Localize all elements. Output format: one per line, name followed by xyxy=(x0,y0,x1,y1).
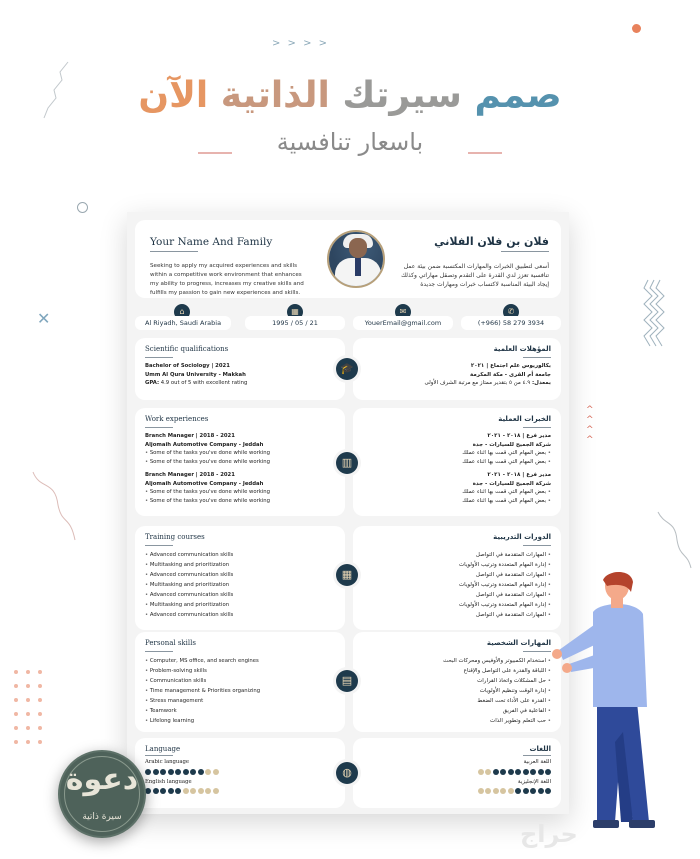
contact-phone: (+966) 58 279 3934 xyxy=(461,316,561,330)
qualifications-card-ar xyxy=(353,338,561,400)
course-item: • المهارات المتقدمة في التواصل xyxy=(459,590,551,600)
subheadline-dash-right xyxy=(468,152,502,154)
name-en: Your Name And Family xyxy=(150,236,273,248)
title-underline xyxy=(145,545,173,546)
dot-grid-decoration xyxy=(12,668,52,754)
contact-location: Al Riyadh, Saudi Arabia xyxy=(135,316,231,330)
gpa-label-ar: بمعدل: xyxy=(531,380,551,386)
job-task: • Some of the tasks you've done while working xyxy=(145,458,270,467)
skill-item: • إدارة الوقت وتنظيم الأولويات xyxy=(443,686,551,696)
languages-title-en: Language xyxy=(145,745,181,753)
summary-ar: أسعى لتطبيق الخبرات والمهارات المكتسبة ضمن بيئة عمل تنافسية تعزز لدي القدرة على التقدم وتصقل مهاراتي وكذلك إيجاد البيئة المناسبة لاكتساب خبرات ومهارات جديدة xyxy=(401,263,549,288)
arabic-level-dots xyxy=(478,769,552,775)
university-en: Umm Al Qura University - Makkah xyxy=(145,371,246,378)
qualifications-body-ar xyxy=(425,362,552,388)
name-ar-underline xyxy=(501,251,549,252)
contact-email[interactable] xyxy=(353,316,453,330)
globe-icon: ◍ xyxy=(336,762,358,784)
arabic-level-dots xyxy=(145,769,219,775)
skills-card-en xyxy=(135,632,345,732)
title-underline xyxy=(523,545,551,546)
skills-title-en: Personal skills xyxy=(145,639,196,647)
languages-card-ar xyxy=(353,738,561,808)
course-item: • Multitasking and prioritization xyxy=(145,580,233,590)
title-underline xyxy=(145,755,173,756)
chevrons-up-decoration: ^ ^ ^ ^ xyxy=(586,405,594,445)
course-item: • إدارة المهام المتعددة وترتيب الأولويات xyxy=(459,600,551,610)
headline-word-2: سيرتك xyxy=(342,75,462,116)
course-item: • Advanced communication skills xyxy=(145,570,233,580)
logo-mark: دعوة xyxy=(65,762,139,797)
cv-header-card xyxy=(135,220,561,298)
job-task: • بعض المهام التي قمت بها اثناء عملك xyxy=(462,488,551,497)
summary-en: Seeking to apply my acquired experiences and skills within a competitive work environment that enhances my ability to progress, increases my creative skills and fulfills my passion to gain new experiences and skills. xyxy=(150,263,304,296)
gpa-en xyxy=(145,379,247,388)
gpa-ar xyxy=(425,379,552,388)
skills-card-ar xyxy=(353,632,561,732)
job-role: Branch Manager | 2018 - 2021 xyxy=(145,472,235,478)
experience-card-en xyxy=(135,408,345,516)
orange-dot-decoration xyxy=(632,24,641,33)
contact-birthdate: 1995 / 05 / 21 xyxy=(245,316,345,330)
skill-item: • Computer, MS office, and search engines xyxy=(145,656,260,666)
wave-decoration-left xyxy=(30,470,80,550)
language-name: Arabic language xyxy=(145,759,189,765)
brand-logo xyxy=(58,750,146,838)
experience-body-en xyxy=(145,432,270,505)
name-ar: فلان بن فلان الفلاني xyxy=(434,235,549,248)
english-level-dots xyxy=(145,788,219,794)
skill-item: • حل المشكلات واتخاذ القرارات xyxy=(443,676,551,686)
job-task: • Some of the tasks you've done while working xyxy=(145,449,270,458)
skill-item: • Time management & Priorities organizing xyxy=(145,686,260,696)
course-item: • Advanced communication skills xyxy=(145,550,233,560)
email-text: YouerEmail@gmail.com xyxy=(364,319,442,327)
person-illustration xyxy=(545,572,675,832)
job-company: Aljomaih Automotive Company - Jeddah xyxy=(145,480,264,487)
courses-list-en xyxy=(145,550,233,620)
skill-item: • Lifelong learning xyxy=(145,716,260,726)
language-name: اللغة الإنجليزية xyxy=(517,778,551,785)
watermark: حراج xyxy=(520,820,578,848)
gpa-text-en: 4.9 out of 5 with excellent rating xyxy=(160,380,248,386)
gpa-label-en: GPA: xyxy=(145,380,160,386)
skill-item: • Communication skills xyxy=(145,676,260,686)
title-underline xyxy=(145,651,173,652)
skill-item: • Problem-solving skills xyxy=(145,666,260,676)
headline-word-3: الذاتية xyxy=(220,75,330,116)
certificate-icon: ▦ xyxy=(336,564,358,586)
graduation-cap-icon: 🎓 xyxy=(336,358,358,380)
course-item: • إدارة المهام المتعددة وترتيب الأولويات xyxy=(459,580,551,590)
languages-card-en xyxy=(135,738,345,808)
name-underline xyxy=(150,251,198,252)
wave-decoration-right xyxy=(655,510,695,570)
skill-item: • حب التعلم وتطوير الذات xyxy=(443,716,551,726)
skill-item: • القدرة على الأداء تحت الضغط xyxy=(443,696,551,706)
skill-item: • Stress management xyxy=(145,696,260,706)
skill-item: • اللباقة والقدرة على التواصل والإقناع xyxy=(443,666,551,676)
job-task: • بعض المهام التي قمت بها اثناء عملك xyxy=(462,458,551,467)
calendar-icon: ▦ xyxy=(287,304,303,320)
title-underline xyxy=(523,427,551,428)
skill-item: • استخدام الكمبيوتر والأوفيس ومحركات البحث xyxy=(443,656,551,666)
experience-body-ar xyxy=(462,432,551,505)
phone-icon: ✆ xyxy=(503,304,519,320)
headline xyxy=(0,70,700,122)
title-underline xyxy=(523,357,551,358)
course-item: • Advanced communication skills xyxy=(145,590,233,600)
arrows-decoration: > > > > xyxy=(272,38,330,49)
ring-decoration xyxy=(77,202,88,213)
qualifications-title-en: Scientific qualifications xyxy=(145,345,229,353)
course-item: • إدارة المهام المتعددة وترتيب الأولويات xyxy=(459,560,551,570)
job-task: • بعض المهام التي قمت بها اثناء عملك xyxy=(462,449,551,458)
email-icon: ✉ xyxy=(395,304,411,320)
job-company: شركة الجميح للسيارات - جدة xyxy=(472,480,551,487)
courses-title-ar: الدورات التدريبية xyxy=(493,533,551,541)
cv-sheet xyxy=(127,212,569,814)
courses-list-ar xyxy=(459,550,551,620)
subheadline-dash-left xyxy=(198,152,232,154)
languages-title-ar: اللغات xyxy=(529,745,551,753)
cross-decoration-icon: ✕ xyxy=(37,309,51,328)
course-item: • Multitasking and prioritization xyxy=(145,600,233,610)
title-underline xyxy=(145,427,173,428)
languages-list-en xyxy=(145,758,219,797)
experience-title-ar: الخبرات العملية xyxy=(498,415,551,423)
job-task: • Some of the tasks you've done while working xyxy=(145,497,270,506)
qualifications-title-ar: المؤهلات العلمية xyxy=(493,345,551,353)
job-role: Branch Manager | 2018 - 2021 xyxy=(145,433,235,439)
courses-card-ar xyxy=(353,526,561,630)
profile-photo xyxy=(327,230,385,288)
course-item: • Multitasking and prioritization xyxy=(145,560,233,570)
logo-caption: سيرة ذاتية xyxy=(82,812,122,822)
course-item: • Advanced communication skills xyxy=(145,610,233,620)
skills-list-en xyxy=(145,656,260,726)
skill-item: • Teamwork xyxy=(145,706,260,716)
courses-card-en xyxy=(135,526,345,630)
job-task: • بعض المهام التي قمت بها اثناء عملك xyxy=(462,497,551,506)
skills-list-ar xyxy=(443,656,551,726)
qualifications-body-en xyxy=(145,362,247,388)
skills-title-ar: المهارات الشخصية xyxy=(486,639,551,647)
course-item: • المهارات المتقدمة في التواصل xyxy=(459,610,551,620)
experience-card-ar xyxy=(353,408,561,516)
zigzag-lines-decoration xyxy=(640,278,670,350)
location-icon: ⌂ xyxy=(174,304,190,320)
degree-ar: بكالوريوس علم اجتماع | ٢٠٢١ xyxy=(470,363,551,369)
job-task: • Some of the tasks you've done while working xyxy=(145,488,270,497)
job-role: مدير فرع | ٢٠١٨ - ٢٠٢١ xyxy=(487,472,551,478)
courses-title-en: Training courses xyxy=(145,533,205,541)
subheadline: باسعار تنافسية xyxy=(276,128,424,156)
title-underline xyxy=(145,357,173,358)
english-level-dots xyxy=(478,788,552,794)
headline-word-1: صمم xyxy=(474,75,562,116)
languages-list-ar xyxy=(478,758,552,797)
building-icon: ▥ xyxy=(336,452,358,474)
chart-icon: ▤ xyxy=(336,670,358,692)
gpa-text-ar: ٤.٩ من ٥ بتقدير ممتاز مع مرتبة الشرف الأولى xyxy=(424,380,531,386)
degree-en: Bachelor of Sociology | 2021 xyxy=(145,363,230,369)
experience-title-en: Work experiences xyxy=(145,415,209,423)
university-ar: جامعة أم القرى - مكة المكرمة xyxy=(470,371,551,378)
qualifications-card-en xyxy=(135,338,345,400)
course-item: • المهارات المتقدمة في التواصل xyxy=(459,570,551,580)
job-company: Aljomaih Automotive Company - Jeddah xyxy=(145,441,264,448)
job-role: مدير فرع | ٢٠١٨ - ٢٠٢١ xyxy=(487,433,551,439)
skill-item: • الفاعلية في الفريق xyxy=(443,706,551,716)
language-name: English language xyxy=(145,778,192,785)
job-company: شركة الجميح للسيارات - جدة xyxy=(472,441,551,448)
language-name: اللغة العربية xyxy=(523,759,551,765)
course-item: • المهارات المتقدمة في التواصل xyxy=(459,550,551,560)
headline-word-4: الآن xyxy=(138,75,209,116)
